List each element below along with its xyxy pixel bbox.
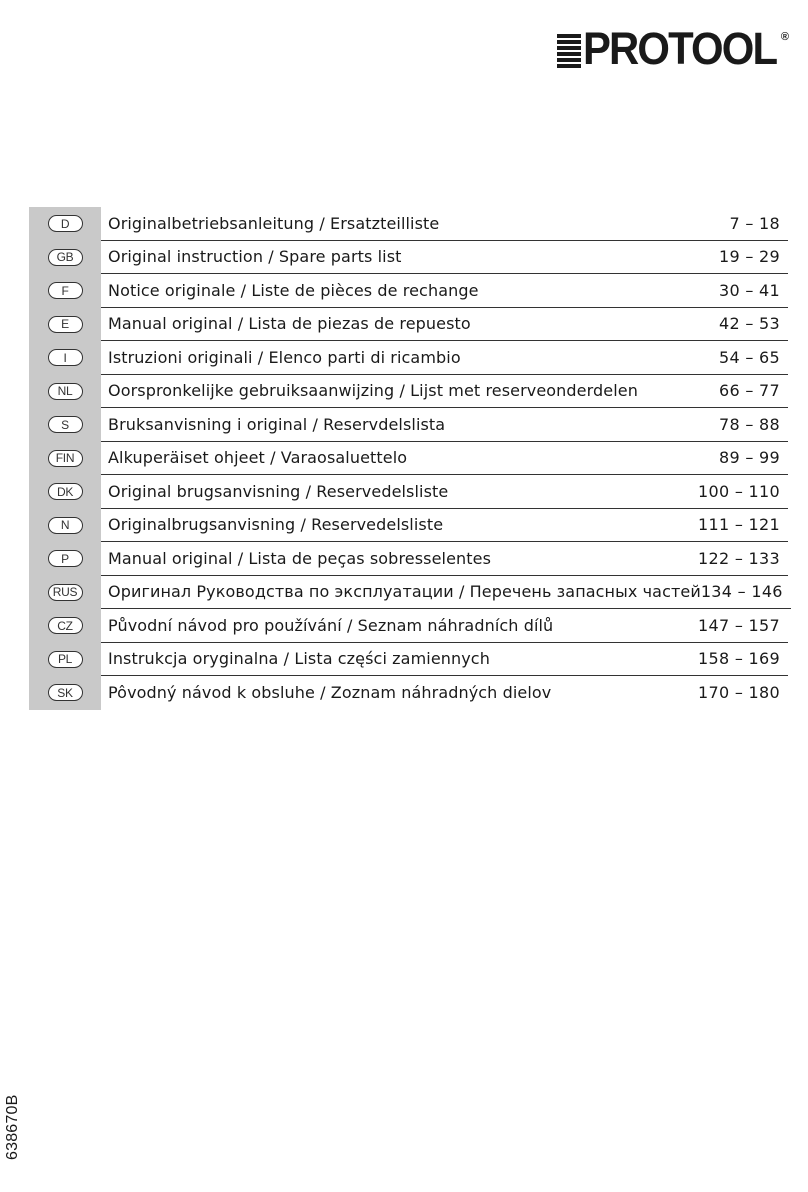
language-cell bbox=[29, 207, 101, 241]
language-code-badge: GB bbox=[48, 249, 83, 266]
toc-row[interactable] bbox=[29, 408, 788, 442]
language-cell bbox=[29, 475, 101, 509]
language-cell bbox=[29, 609, 101, 643]
entry-cell bbox=[101, 475, 788, 509]
language-code-badge: DK bbox=[48, 483, 83, 500]
entry-title: Pôvodný návod k obsluhe / Zoznam náhradných dielov bbox=[108, 683, 552, 703]
language-code-badge: CZ bbox=[48, 617, 83, 634]
entry-title: Оригинал Руководства по эксплуатации / Перечень запасных частей bbox=[108, 582, 701, 602]
toc-row[interactable] bbox=[29, 207, 788, 241]
document-number: 638670B bbox=[4, 1094, 21, 1160]
entry-title: Manual original / Lista de piezas de repuesto bbox=[108, 314, 471, 334]
entry-cell bbox=[101, 676, 788, 710]
language-code-badge: N bbox=[48, 517, 83, 534]
entry-cell bbox=[101, 341, 788, 375]
language-cell bbox=[29, 542, 101, 576]
entry-page-range: 42 – 53 bbox=[719, 314, 780, 334]
language-cell bbox=[29, 308, 101, 342]
toc-row[interactable] bbox=[29, 509, 788, 543]
entry-title: Originalbetriebsanleitung / Ersatzteilliste bbox=[108, 213, 440, 233]
language-code-badge: S bbox=[48, 416, 83, 433]
entry-title: Notice originale / Liste de pièces de rechange bbox=[108, 280, 479, 300]
registered-mark: ® bbox=[780, 31, 789, 43]
entry-cell bbox=[101, 274, 788, 308]
entry-cell bbox=[101, 643, 788, 677]
language-cell bbox=[29, 509, 101, 543]
toc-row[interactable] bbox=[29, 308, 788, 342]
toc-row[interactable] bbox=[29, 676, 788, 710]
language-cell bbox=[29, 576, 101, 610]
entry-title: Bruksanvisning i original / Reservdelslista bbox=[108, 414, 446, 434]
entry-page-range: 66 – 77 bbox=[719, 381, 780, 401]
entry-cell bbox=[101, 207, 788, 241]
toc-row[interactable] bbox=[29, 643, 788, 677]
table-of-contents bbox=[29, 207, 788, 710]
entry-cell bbox=[101, 509, 788, 543]
toc-row[interactable] bbox=[29, 442, 788, 476]
language-code-badge: D bbox=[48, 215, 83, 232]
toc-row[interactable] bbox=[29, 609, 788, 643]
language-cell bbox=[29, 375, 101, 409]
entry-cell bbox=[101, 576, 791, 610]
entry-page-range: 30 – 41 bbox=[719, 280, 780, 300]
entry-title: Istruzioni originali / Elenco parti di ricambio bbox=[108, 347, 461, 367]
toc-row[interactable] bbox=[29, 542, 788, 576]
toc-row[interactable] bbox=[29, 341, 788, 375]
language-code-badge: P bbox=[48, 550, 83, 567]
entry-title: Alkuperäiset ohjeet / Varaosaluettelo bbox=[108, 448, 408, 468]
entry-page-range: 54 – 65 bbox=[719, 347, 780, 367]
language-cell bbox=[29, 241, 101, 275]
language-code-badge: FIN bbox=[48, 450, 83, 467]
toc-row[interactable] bbox=[29, 475, 788, 509]
toc-row[interactable] bbox=[29, 375, 788, 409]
language-code-badge: RUS bbox=[48, 584, 83, 601]
entry-cell bbox=[101, 408, 788, 442]
entry-page-range: 7 – 18 bbox=[729, 213, 780, 233]
language-cell bbox=[29, 643, 101, 677]
entry-title: Oorspronkelijke gebruiksaanwijzing / Lijst met reserveonderdelen bbox=[108, 381, 638, 401]
toc-row[interactable] bbox=[29, 576, 788, 610]
entry-page-range: 170 – 180 bbox=[698, 683, 780, 703]
language-code-badge: F bbox=[48, 282, 83, 299]
entry-title: Original brugsanvisning / Reservedelsliste bbox=[108, 481, 449, 501]
language-code-badge: E bbox=[48, 316, 83, 333]
entry-page-range: 134 – 146 bbox=[700, 582, 783, 602]
language-code-badge: SK bbox=[48, 684, 83, 701]
entry-page-range: 19 – 29 bbox=[719, 247, 780, 267]
toc-row[interactable] bbox=[29, 241, 788, 275]
language-cell bbox=[29, 442, 101, 476]
language-cell bbox=[29, 274, 101, 308]
language-code-badge: PL bbox=[48, 651, 83, 668]
language-cell bbox=[29, 341, 101, 375]
entry-page-range: 158 – 169 bbox=[698, 649, 780, 669]
entry-cell bbox=[101, 442, 788, 476]
language-code-badge: NL bbox=[48, 383, 83, 400]
language-code-badge: I bbox=[48, 349, 83, 366]
entry-page-range: 111 – 121 bbox=[698, 515, 780, 535]
entry-cell bbox=[101, 241, 788, 275]
entry-title: Originalbrugsanvisning / Reservedelsliste bbox=[108, 515, 444, 535]
entry-cell bbox=[101, 308, 788, 342]
entry-cell bbox=[101, 375, 788, 409]
entry-title: Původní návod pro používání / Seznam náhradních dílů bbox=[108, 615, 554, 635]
entry-title: Instrukcja oryginalna / Lista części zamiennych bbox=[108, 649, 490, 669]
logo-bars-icon bbox=[557, 34, 581, 68]
entry-cell bbox=[101, 609, 788, 643]
entry-title: Manual original / Lista de peças sobresselentes bbox=[108, 548, 492, 568]
entry-cell bbox=[101, 542, 788, 576]
language-cell bbox=[29, 408, 101, 442]
entry-page-range: 100 – 110 bbox=[698, 481, 780, 501]
entry-title: Original instruction / Spare parts list bbox=[108, 247, 402, 267]
brand-logo bbox=[557, 23, 789, 74]
entry-page-range: 78 – 88 bbox=[719, 414, 780, 434]
entry-page-range: 122 – 133 bbox=[698, 548, 780, 568]
entry-page-range: 89 – 99 bbox=[719, 448, 780, 468]
toc-row[interactable] bbox=[29, 274, 788, 308]
logo-wordmark: PROTOOL bbox=[583, 23, 777, 74]
entry-page-range: 147 – 157 bbox=[698, 615, 780, 635]
language-cell bbox=[29, 676, 101, 710]
